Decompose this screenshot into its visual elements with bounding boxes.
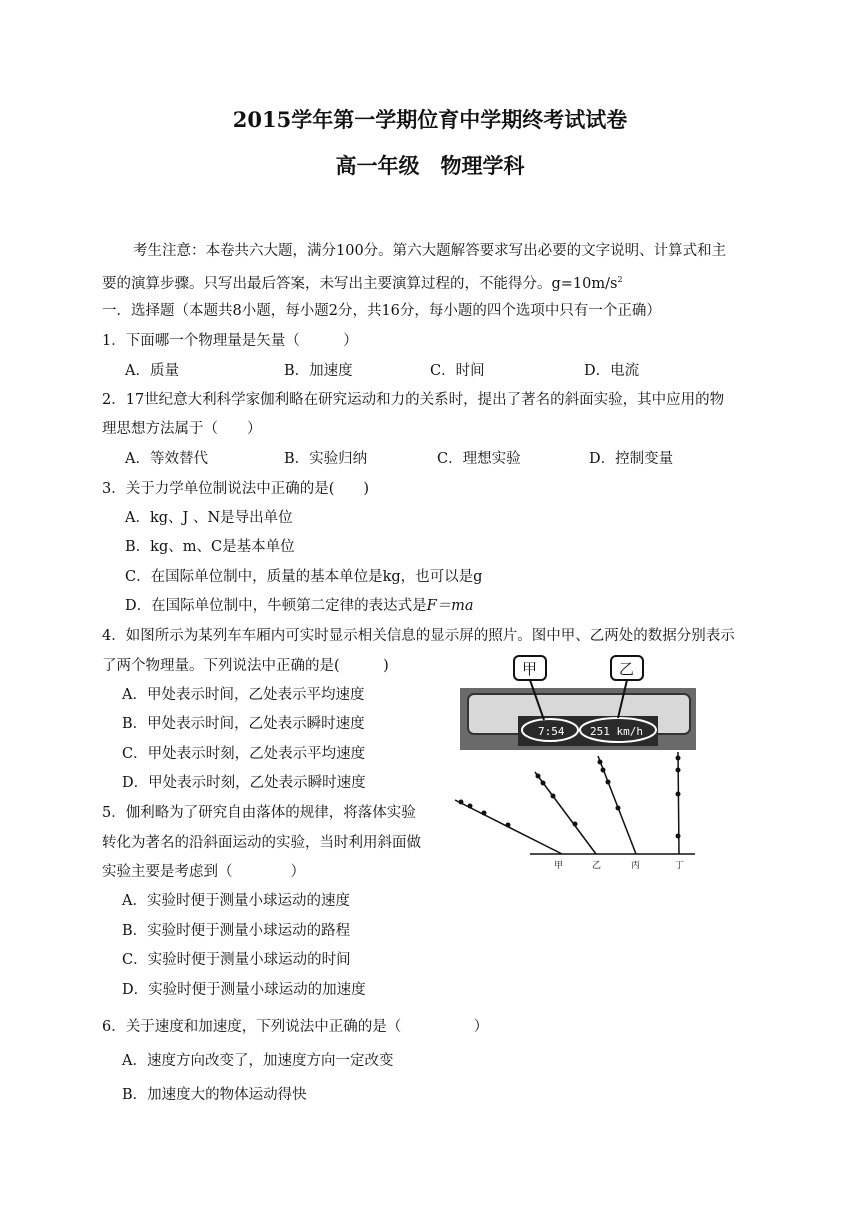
ball (598, 760, 603, 765)
ball (551, 794, 556, 799)
q5-option-a: A．实验时便于测量小球运动的速度 (122, 893, 350, 909)
exam-subtitle: 高一年级 物理学科 (335, 153, 525, 178)
ball (536, 774, 541, 779)
incline-label-bing: 丙 (631, 861, 641, 871)
q6-stem: 6．关于速度和加速度，下列说法中正确的是（ ） (102, 1019, 489, 1035)
q1-option-a: A．质量 (125, 363, 179, 379)
ball (459, 800, 464, 805)
label-yi: 乙 (619, 660, 635, 678)
ball (506, 823, 511, 828)
incline-ding (678, 752, 679, 854)
display-speed: 251 km/h (590, 725, 643, 738)
notice-exponent: 2 (617, 275, 623, 284)
q6-option-a: A．速度方向改变了，加速度方向一定改变 (122, 1053, 394, 1069)
ball (541, 781, 546, 786)
ball (482, 811, 487, 816)
q5-option-b: B．实验时便于测量小球运动的路程 (122, 923, 351, 939)
train-display-figure (458, 650, 698, 750)
q1-option-c: C．时间 (430, 363, 485, 379)
incline-label-ding: 丁 (675, 861, 685, 871)
ball (676, 792, 681, 797)
q4-stem-line2: 了两个物理量。下列说法中正确的是( ) (102, 658, 389, 674)
balls (459, 756, 681, 839)
ball (616, 806, 621, 811)
q2-stem-line2: 理思想方法属于（ ） (102, 421, 262, 437)
label-jia: 甲 (522, 660, 538, 678)
q2-option-d: D．控制变量 (589, 451, 674, 467)
display-time: 7:54 (538, 725, 565, 738)
q5-option-c: C．实验时便于测量小球运动的时间 (122, 952, 351, 968)
q3-option-d (125, 596, 474, 616)
ball (468, 804, 473, 809)
q4-option-a: A．甲处表示时间，乙处表示平均速度 (122, 687, 365, 703)
notice-line1: 考生注意：本卷共六大题，满分100分。第六大题解答要求写出必要的文字说明、计算式和主 (133, 243, 727, 259)
q4-option-d: D．甲处表示时刻，乙处表示瞬时速度 (122, 775, 366, 791)
ball (601, 768, 606, 773)
ball (676, 756, 681, 761)
ball (676, 768, 681, 773)
notice-line2 (102, 270, 623, 294)
q4-option-b: B．甲处表示时间，乙处表示瞬时速度 (122, 716, 365, 732)
section-heading: 一．选择题（本题共8小题，每小题2分，共16分，每小题的四个选项中只有一个正确） (102, 303, 661, 319)
exam-title: 2015学年第一学期位育中学期终考试试卷 (232, 107, 628, 132)
q3-formula: F＝ma (426, 598, 474, 614)
q6-option-b: B．加速度大的物体运动得快 (122, 1087, 307, 1103)
ball (676, 834, 681, 839)
q3-option-b: B．kg、m、C是基本单位 (125, 539, 295, 555)
q5-stem-line2: 转化为著名的沿斜面运动的实验，当时利用斜面做 (102, 835, 421, 851)
q4-option-c: C．甲处表示时刻，乙处表示平均速度 (122, 746, 366, 762)
q5-stem-line1: 5．伽利略为了研究自由落体的规律，将落体实验 (102, 805, 416, 821)
q2-option-b: B．实验归纳 (284, 451, 368, 467)
q1-option-d: D．电流 (584, 363, 640, 379)
q5-stem-line3: 实验主要是考虑到（ ） (102, 864, 305, 880)
ball (606, 780, 611, 785)
incline-label-jia: 甲 (554, 861, 564, 871)
q3-option-d-text: D．在国际单位制中，牛顿第二定律的表达式是 (125, 598, 427, 614)
notice-line2-text: 要的演算步骤。只写出最后答案，未写出主要演算过程的，不能得分。g=10m/s (102, 276, 618, 292)
q2-stem-line1: 2．17世纪意大利科学家伽利略在研究运动和力的关系时，提出了著名的斜面实验，其中应用的物 (102, 392, 725, 408)
q1-stem: 1．下面哪一个物理量是矢量（ ） (102, 333, 358, 349)
q4-stem-line1: 4．如图所示为某列车车厢内可实时显示相关信息的显示屏的照片。图中甲、乙两处的数据分别表示 (102, 628, 735, 644)
q2-option-a: A．等效替代 (125, 451, 208, 467)
q2-option-c: C．理想实验 (437, 451, 521, 467)
ball (573, 822, 578, 827)
q1-option-b: B．加速度 (284, 363, 353, 379)
q3-option-c: C．在国际单位制中，质量的基本单位是kg，也可以是g (125, 569, 483, 585)
incline-label-yi: 乙 (592, 861, 602, 871)
q3-stem: 3．关于力学单位制说法中正确的是( ) (102, 481, 370, 497)
q5-option-d: D．实验时便于测量小球运动的加速度 (122, 982, 366, 998)
incline-figure (450, 750, 700, 875)
q3-option-a: A．kg、J 、N是导出单位 (125, 510, 293, 526)
